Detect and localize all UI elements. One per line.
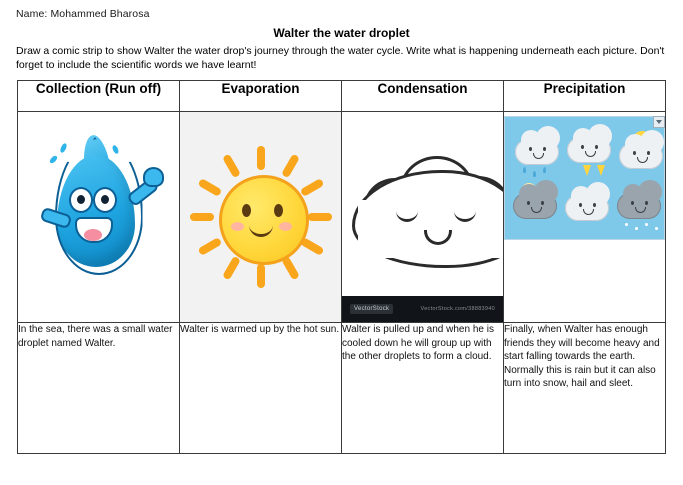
sun-behind-cloud-icon <box>619 143 663 169</box>
snow-cloud-icon <box>617 193 661 219</box>
comic-strip-table <box>17 80 666 454</box>
sun-ray-icon <box>197 237 222 256</box>
sun-ray-icon <box>257 264 265 288</box>
night-cloud-icon <box>513 193 557 219</box>
image-cell-evaporation[interactable] <box>180 112 342 323</box>
splash-dot-icon <box>59 142 68 153</box>
droplet-body <box>57 155 135 267</box>
sleeping-cloud-illustration <box>342 112 503 322</box>
sun-cheek <box>279 222 292 231</box>
image-cell-condensation[interactable] <box>342 112 504 323</box>
image-cell-collection[interactable] <box>18 112 180 323</box>
water-droplet-character-illustration <box>18 112 179 322</box>
storm-cloud-icon <box>567 137 611 163</box>
table-caption-row <box>18 323 666 454</box>
weather-icons-clipart <box>504 112 665 322</box>
column-header-evaporation: Evaporation <box>180 81 342 112</box>
splash-dot-icon <box>48 155 58 165</box>
sun-cheek <box>231 222 244 231</box>
droplet-left-eye <box>69 187 93 213</box>
caption-cell-evaporation[interactable]: Walter is warmed up by the hot sun. <box>180 323 342 454</box>
table-image-row <box>18 112 666 323</box>
image-resize-handle-icon[interactable] <box>653 116 665 128</box>
sun-ray-icon <box>197 178 222 197</box>
cloud-inner-fill <box>358 200 504 258</box>
column-header-precipitation: Precipitation <box>504 81 666 112</box>
page-title: Walter the water droplet <box>273 26 410 40</box>
sun-ray-icon <box>308 213 332 221</box>
droplet-waving-hand <box>143 167 164 187</box>
sun-ray-icon <box>222 256 241 281</box>
student-name-line: Name: Mohammed Bharosa <box>16 8 150 20</box>
sun-ray-icon <box>281 154 300 179</box>
lightning-bolt-icon <box>583 165 591 176</box>
sun-ray-icon <box>190 213 214 221</box>
vectorstock-logo: VectorStock <box>350 304 393 314</box>
image-cell-precipitation[interactable] <box>504 112 666 323</box>
sun-right-eye <box>274 204 283 217</box>
column-header-collection: Collection (Run off) <box>18 81 180 112</box>
droplet-right-eye <box>93 187 117 213</box>
weather-icons-image[interactable] <box>504 116 665 240</box>
stock-image-watermark-bar <box>342 296 503 322</box>
sun-left-eye <box>242 204 251 217</box>
plain-cloud-icon <box>565 195 609 221</box>
sun-ray-icon <box>222 154 241 179</box>
table-header-row <box>18 81 666 112</box>
vectorstock-url: VectorStock.com/38883940 <box>420 306 495 312</box>
caption-cell-collection[interactable]: In the sea, there was a small water droplet named Walter. <box>18 323 180 454</box>
sun-ray-icon <box>257 146 265 170</box>
sun-ray-icon <box>299 178 324 197</box>
splash-dot-icon <box>111 144 119 154</box>
smiling-sun-illustration <box>180 112 341 322</box>
caption-cell-precipitation[interactable]: Finally, when Walter has enough friends they will become heavy and start falling towards the earth. Normally this is rain but it can also turn into snow, hail and sleet. <box>504 323 666 454</box>
instructions-text: Draw a comic strip to show Walter the water drop's journey through the water cycle. Write what is happening underneath each picture. Don't forget to include the scientific words we have learnt! <box>16 45 665 71</box>
rain-cloud-icon <box>515 139 559 165</box>
lightning-bolt-icon <box>597 165 605 176</box>
column-header-condensation: Condensation <box>342 81 504 112</box>
caption-cell-condensation[interactable]: Walter is pulled up and when he is cooled down he will group up with the other droplets to form a cloud. <box>342 323 504 454</box>
